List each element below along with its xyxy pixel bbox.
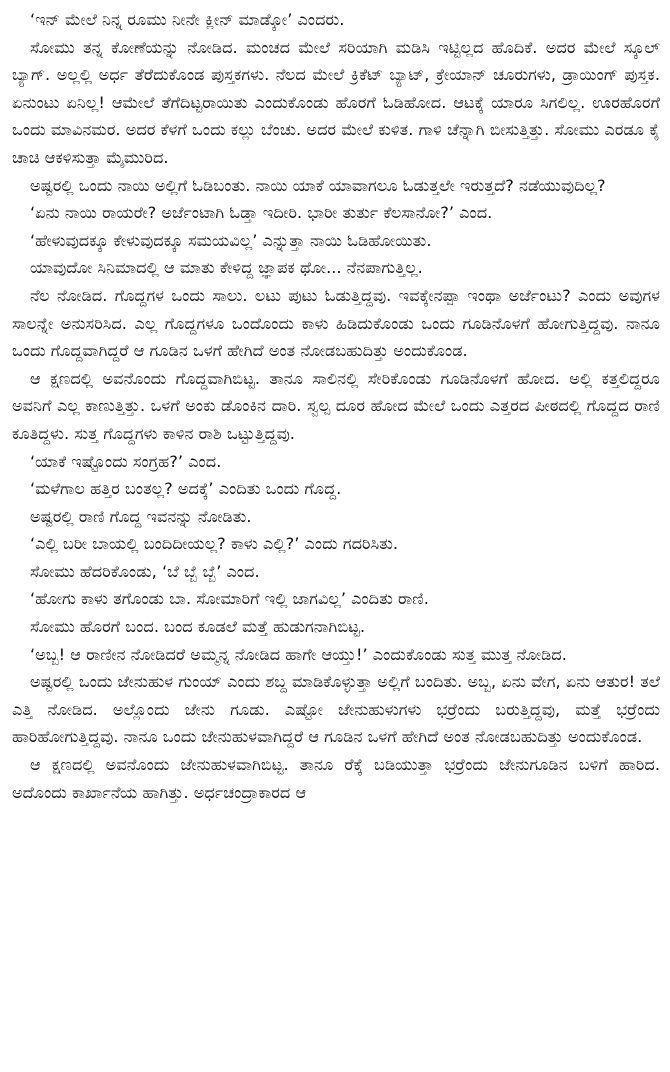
paragraph-14: ‘ಹೋಗು ಕಾಳು ತಗೊಂಡು ಬಾ. ಸೋಮಾರಿಗೆ ಇಲ್ಲಿ ಜಾಗವಿಲ್ಲ’ ಎಂದಿತು ರಾಣಿ. bbox=[30, 589, 429, 609]
paragraph-8: ಆ ಕ್ಷಣದಲ್ಲಿ ಅವನೊಂದು ಗೊದ್ದವಾಗಿಬಿಟ್ಟ. ತಾನೂ ಸಾಲಿನಲ್ಲಿ ಸೇರಿಕೊಂಡು ಗೂಡಿನೊಳಗೆ ಹೋದ. ಅಲ್ಲಿ ಕತ್ತಲಿದ್ದರೂ ಅವನಿಗೆ ಎಲ್ಲ ಕಾಣುತ್ತಿತ್ತು. ಒಳಗೆ ಅಂಕು ಡೊಂಕಿನ ದಾರಿ. ಸ್ವಲ್ಪ ದೂರ ಹೋದ ಮೇಲೆ ಒಂದು ಎತ್ತರದ ಪೀಠದಲ್ಲಿ ಗೊದ್ದದ ರಾಣಿ ಕೂತಿದ್ದಳು. ಸುತ್ತ ಗೊದ್ದಗಳು ಕಾಳಿನ ರಾಶಿ ಒಟ್ಟುತ್ತಿದ್ದವು. bbox=[12, 368, 660, 443]
paragraph-9: ‘ಯಾಕೆ ಇಷ್ಟೊಂದು ಸಂಗ್ರಹ?’ ಎಂದ. bbox=[30, 451, 222, 471]
paragraph-11: ಅಷ್ಟರಲ್ಲಿ ರಾಣಿ ಗೊದ್ದ ಇವನನ್ನು ನೋಡಿತು. bbox=[30, 506, 252, 526]
paragraph-3: ಅಷ್ಟರಲ್ಲಿ ಒಂದು ನಾಯಿ ಅಲ್ಲಿಗೆ ಓಡಿಬಂತು. ನಾಯಿ ಯಾಕೆ ಯಾವಾಗಲೂ ಓಡುತ್ತಲೇ ಇರುತ್ತದೆ? ನಡೆಯುವುದಿಲ್ಲ? bbox=[30, 175, 606, 195]
paragraph-5: ‘ಹೇಳುವುದಕ್ಕೂ ಕೇಳುವುದಕ್ಕೂ ಸಮಯವಿಲ್ಲ’ ಎನ್ನುತ್ತಾ ನಾಯಿ ಓಡಿಹೋಯಿತು. bbox=[30, 230, 432, 250]
paragraph-17: ಅಷ್ಟರಲ್ಲಿ ಒಂದು ಜೇನುಹುಳ ಗುಂಯ್ ಎಂದು ಶಬ್ದ ಮಾಡಿಕೊಳ್ಳುತ್ತಾ ಅಲ್ಲಿಗೆ ಬಂದಿತು. ಅಬ್ಬ, ಏನು ವೇಗ, ಏನು ಆತುರ! ತಲೆ ಎತ್ತಿ ನೋಡಿದ. ಅಲ್ಲೊಂದು ಜೇನು ಗೂಡು. ಎಷ್ಟೋ ಜೇನುಹುಳುಗಳು ಭರ್ರೆಂದು ಬರುತ್ತಿದ್ದವು, ಮತ್ತೆ ಭರ್ರೆಂದು ಹಾರಿಹೋಗುತ್ತಿದ್ದವು. ನಾನೂ ಒಂದು ಜೇನುಹುಳವಾಗಿದ್ದರೆ ಆ ಗೂಡಿನ ಒಳಗೆ ಹೇಗಿದೆ ಅಂತ ನೋಡಬಹುದಿತ್ತು ಅಂದುಕೊಂಡ. bbox=[12, 672, 660, 747]
paragraph-6: ಯಾವುದೋ ಸಿನಿಮಾದಲ್ಲಿ ಆ ಮಾತು ಕೇಳಿದ್ದ ಜ್ಞಾಪಕ ಥೋ... ನೆನಪಾಗುತ್ತಿಲ್ಲ. bbox=[30, 258, 423, 278]
paragraph-13: ಸೋಮು ಹೆದರಿಕೊಂಡು, ‘ಬೆ ಬ್ಬೆ ಬ್ಬೆ’ ಎಂದ. bbox=[30, 561, 260, 581]
paragraph-2: ಸೋಮು ತನ್ನ ಕೋಣೆಯನ್ನು ನೋಡಿದ. ಮಂಚದ ಮೇಲೆ ಸರಿಯಾಗಿ ಮಡಿಸಿ ಇಟ್ಟಿಲ್ಲದ ಹೊದಿಕೆ. ಅದರ ಮೇಲೆ ಸ್ಕೂಲ್ ಬ್ಯಾಗ್. ಅಲ್ಲಲ್ಲಿ ಅರ್ಧ ತೆರೆದುಕೊಂಡ ಪುಸ್ತಕಗಳು. ನೆಲದ ಮೇಲೆ ಕ್ರಿಕೆಟ್ ಬ್ಯಾಟ್, ಕ್ರೇಯಾನ್ ಚೂರುಗಳು, ಡ್ರಾಯಿಂಗ್ ಪುಸ್ತಕ. ಏನುಂಟು ಏನಿಲ್ಲ! ಆಮೇಲೆ ತೆಗೆದಿಟ್ಟರಾಯಿತು ಎಂದುಕೊಂಡು ಹೊರಗೆ ಓಡಿಹೋದ. ಆಟಕ್ಕೆ ಯಾರೂ ಸಿಗಲಿಲ್ಲ. ಊರಹೊರಗೆ ಒಂದು ಮಾವಿನಮರ. ಅದರ ಕೆಳಗೆ ಒಂದು ಕಲ್ಲು ಬೆಂಚು. ಅದರ ಮೇಲೆ ಕುಳಿತ. ಗಾಳಿ ಚೆನ್ನಾಗಿ ಬೀಸುತ್ತಿತ್ತು. ಸೋಮು ಎರಡೂ ಕೈ ಚಾಚಿ ಆಕಳಿಸುತ್ತಾ ಮೈಮುರಿದ. bbox=[12, 37, 660, 167]
paragraph-1: ‘ಇನ್ ಮೇಲೆ ನಿನ್ನ ರೂಮು ನೀನೇ ಕ್ಲೀನ್ ಮಾಡ್ಕೋ’ ಎಂದರು. bbox=[30, 10, 345, 29]
paragraph-7: ನೆಲ ನೋಡಿದ. ಗೊದ್ದಗಳ ಒಂದು ಸಾಲು. ಲಟು ಪುಟು ಓಡುತ್ತಿದ್ದವು. ಇವಕ್ಕೇನಪ್ಪಾ ಇಂಥಾ ಅರ್ಜೆಂಟು? ಎಂದು ಅವುಗಳ ಸಾಲನ್ನೇ ಅನುಸರಿಸಿದ. ಎಲ್ಲ ಗೊದ್ದಗಳೂ ಒಂದೊಂದು ಕಾಳು ಹಿಡಿದುಕೊಂಡು ಒಂದು ಗೂಡಿನೊಳಗೆ ಹೋಗುತ್ತಿದ್ದವು. ನಾನೂ ಒಂದು ಗೊದ್ದವಾಗಿದ್ದರೆ ಆ ಗೂಡಿನ ಒಳಗೆ ಹೇಗಿದೆ ಅಂತ ನೋಡಬಹುದಿತ್ತು ಅಂದುಕೊಂಡ. bbox=[12, 285, 660, 361]
paragraph-16: ‘ಅಬ್ಬ! ಆ ರಾಣೀನ ನೋಡಿದರೆ ಅಮ್ಮನ್ನ ನೋಡಿದ ಹಾಗೇ ಆಯ್ತು!’ ಎಂದುಕೊಂಡು ಸುತ್ತ ಮುತ್ತ ನೋಡಿದ. bbox=[30, 644, 567, 664]
paragraph-15: ಸೋಮು ಹೊರಗೆ ಬಂದ. ಬಂದ ಕೂಡಲೆ ಮತ್ತೆ ಹುಡುಗನಾಗಿಬಿಟ್ಟ. bbox=[30, 617, 366, 637]
paragraph-10: ‘ಮಳೆಗಾಲ ಹತ್ತಿರ ಬಂತಲ್ಲ? ಅದಕ್ಕೆ’ ಎಂದಿತು ಒಂದು ಗೊದ್ದ. bbox=[30, 479, 342, 499]
paragraph-12: ‘ಎಲ್ಲಿ ಬರೀ ಬಾಯಲ್ಲಿ ಬಂದಿದೀಯಲ್ಲ? ಕಾಳು ಎಲ್ಲಿ?’ ಎಂದು ಗದರಿಸಿತು. bbox=[30, 534, 399, 554]
paragraph-18: ಆ ಕ್ಷಣದಲ್ಲಿ ಅವನೊಂದು ಜೇನುಹುಳವಾಗಿಬಿಟ್ಟ. ತಾನೂ ರೆಕ್ಕೆ ಬಡಿಯುತ್ತಾ ಭರ್ರೆಂದು ಜೇನುಗೂಡಿನ ಬಳಿಗೆ ಹಾರಿದ. ಅದೊಂದು ಕಾರ್ಖಾನೆಯ ಹಾಗಿತ್ತು. ಅರ್ಧಚಂದ್ರಾಕಾರದ ಆ bbox=[12, 755, 660, 802]
paragraph-4: ‘ಏನು ನಾಯಿ ರಾಯರೇ? ಅರ್ಜೆಂಟಾಗಿ ಓಡ್ತಾ ಇದೀರಿ. ಭಾರೀ ತುರ್ತು ಕೆಲಸಾನೋ?’ ಎಂದ. bbox=[30, 203, 493, 223]
